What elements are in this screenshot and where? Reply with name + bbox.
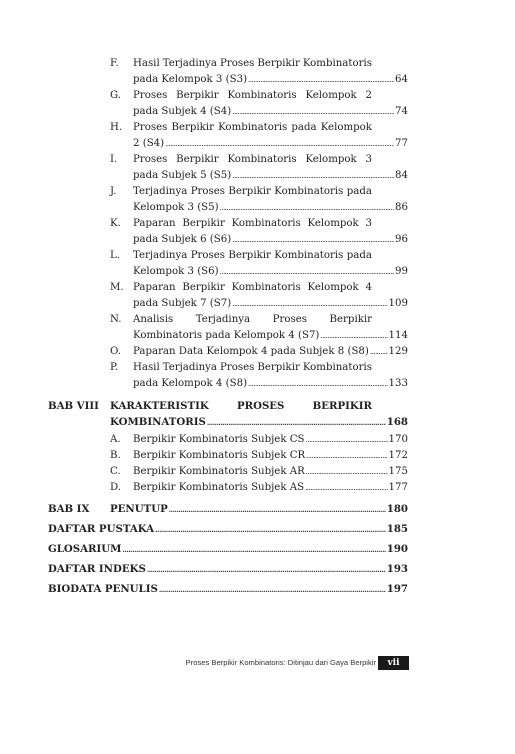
toc-entry-text: pada Subjek 4 (S4) <box>133 106 232 117</box>
toc-entry-word: Kombinatoris <box>218 122 288 133</box>
section-line <box>133 464 408 480</box>
toc-entry-text: Paparan Data Kelompok 4 pada Subjek 8 (S8) <box>133 346 369 357</box>
chapter-title-line2 <box>110 414 408 430</box>
chapter-page: 180 <box>386 503 408 515</box>
toc-entry-text: pada Kelompok 4 (S8) <box>133 378 248 389</box>
dot-leader <box>248 72 394 88</box>
toc-entry-word: Proses <box>190 186 226 197</box>
toc-entry-word: 3 <box>365 218 372 229</box>
toc-entry-page: 133 <box>388 378 408 389</box>
toc-entry-title-line1 <box>133 120 372 136</box>
toc-entry-letter: N. <box>110 314 122 325</box>
toc-entry-word: Berpikir <box>257 58 300 69</box>
toc-entry-word: Terjadinya <box>133 250 188 261</box>
toc-entry-letter: L. <box>110 250 121 261</box>
section-letter: D. <box>110 482 122 493</box>
toc-entry-word: Proses <box>133 154 168 165</box>
page-footer <box>0 656 515 670</box>
toc-entry-text: 2 (S4) <box>133 138 165 149</box>
section-text: Berpikir Kombinatoris Subjek CR <box>133 450 306 461</box>
toc-entry-title-line2 <box>133 328 408 344</box>
toc-entry-title-line2 <box>133 72 408 88</box>
dot-leader <box>159 581 386 598</box>
toc-entry-word: pada <box>346 250 372 261</box>
toc-entry-word: Berpikir <box>176 90 219 101</box>
toc-entry-word: Proses <box>133 90 168 101</box>
toc-entry-title-line1 <box>133 88 372 104</box>
toc-entry-word: Hasil <box>133 362 160 373</box>
toc-entry-page: 77 <box>395 138 408 149</box>
toc-entry-page: 96 <box>395 234 408 245</box>
dot-leader <box>147 561 386 578</box>
dot-leader <box>165 136 394 152</box>
chapter-title-word: BERPIKIR <box>312 400 372 412</box>
section-text: Berpikir Kombinatoris Subjek CS <box>133 434 305 445</box>
toc-entry-letter: I. <box>110 154 118 165</box>
dot-leader <box>220 264 394 280</box>
toc-entry-text: pada Subjek 5 (S5) <box>133 170 232 181</box>
toc-entry-word: Kelompok <box>305 90 357 101</box>
backmatter-page: 197 <box>386 583 408 595</box>
dot-leader <box>306 432 388 448</box>
toc-entry-word: Berpikir <box>329 314 372 325</box>
dot-leader <box>232 296 387 312</box>
section-page: 172 <box>388 450 408 461</box>
dot-leader <box>306 464 388 480</box>
chapter-label: BAB IX <box>48 503 90 515</box>
toc-entry-word: Kelompok <box>307 282 359 293</box>
toc-entry-page: 84 <box>395 170 408 181</box>
toc-entry-word: Kombinatoris <box>231 282 301 293</box>
toc-entry-title-line1 <box>133 184 372 200</box>
dot-leader <box>248 376 388 392</box>
section-letter: B. <box>110 450 121 461</box>
toc-entry-word: Kombinatoris <box>227 154 297 165</box>
toc-entry-text: pada Subjek 7 (S7) <box>133 298 232 309</box>
backmatter-page: 193 <box>386 563 408 575</box>
toc-entry-title-line1 <box>133 248 372 264</box>
backmatter-title: BIODATA PENULIS <box>48 583 158 595</box>
toc-entry-word: Terjadinya <box>195 314 251 325</box>
dot-leader <box>155 521 386 538</box>
toc-entry-word: Kombinatoris <box>231 218 301 229</box>
toc-entry-word: Berpikir <box>171 122 214 133</box>
toc-entry-page: 64 <box>395 74 408 85</box>
toc-entry-title-line1 <box>133 344 408 360</box>
toc-entry-letter: O. <box>110 346 121 357</box>
chapter-title-line1 <box>110 398 372 414</box>
footer-page-number: vii <box>378 656 409 670</box>
toc-entry-title-line2 <box>133 296 408 312</box>
toc-entry-title-line1 <box>133 360 372 376</box>
toc-entry-text: pada Kelompok 3 (S3) <box>133 74 248 85</box>
toc-entry-word: 4 <box>365 282 372 293</box>
chapter-title-text: KOMBINATORIS <box>110 416 206 428</box>
dot-leader <box>305 480 387 496</box>
dot-leader <box>207 414 386 431</box>
toc-entry-word: Kombinatoris <box>227 90 297 101</box>
toc-entry-page: 129 <box>388 346 408 357</box>
dot-leader <box>232 168 394 184</box>
toc-entry-text: Kelompok 3 (S6) <box>133 266 219 277</box>
chapter-title-word: PROSES <box>236 400 285 412</box>
section-page: 170 <box>388 434 408 445</box>
dot-leader <box>220 200 394 216</box>
toc-entry-letter: J. <box>110 186 117 197</box>
dot-leader <box>232 104 394 120</box>
toc-entry-page: 99 <box>395 266 408 277</box>
toc-entry-word: Kelompok <box>307 218 359 229</box>
toc-entry-word: Berpikir <box>228 186 271 197</box>
toc-entry-title-line1 <box>133 152 372 168</box>
toc-entry-letter: F. <box>110 58 119 69</box>
section-letter: A. <box>110 434 121 445</box>
toc-entry-word: 2 <box>365 90 372 101</box>
toc-entry-title-line1 <box>133 312 372 328</box>
toc-entry-word: Berpikir <box>257 362 300 373</box>
toc-entry-letter: K. <box>110 218 121 229</box>
toc-entry-word: Kombinatoris <box>274 186 344 197</box>
footer-book-title: Proses Berpikir Kombinatoris: Ditinjau dari Gaya Berpikir <box>185 658 376 667</box>
section-page: 177 <box>388 482 408 493</box>
section-line <box>133 432 408 448</box>
toc-entry-word: Analisis <box>133 314 174 325</box>
toc-entry-title-line1 <box>133 56 372 72</box>
dot-leader <box>370 344 388 360</box>
dot-leader <box>232 232 394 248</box>
backmatter-line <box>48 561 408 577</box>
section-letter: C. <box>110 466 121 477</box>
toc-entry-letter: G. <box>110 90 122 101</box>
toc-entry-word: Terjadinya <box>162 362 218 373</box>
backmatter-title: DAFTAR INDEKS <box>48 563 146 575</box>
toc-entry-letter: P. <box>110 362 119 373</box>
toc-entry-word: Kelompok <box>305 154 357 165</box>
toc-entry-word: Kombinatoris <box>302 362 372 373</box>
toc-entry-page: 74 <box>395 106 408 117</box>
dot-leader <box>320 328 387 344</box>
toc-entry-title-line1 <box>133 216 372 232</box>
section-text: Berpikir Kombinatoris Subjek AR <box>133 466 305 477</box>
dot-leader <box>169 501 386 518</box>
toc-entry-title-line2 <box>133 232 408 248</box>
toc-entry-title-line2 <box>133 136 408 152</box>
backmatter-page: 190 <box>386 543 408 555</box>
backmatter-title: GLOSARIUM <box>48 543 122 555</box>
toc-entry-word: Hasil <box>133 58 160 69</box>
backmatter-line <box>48 581 408 597</box>
toc-entry-word: Paparan <box>133 218 176 229</box>
section-text: Berpikir Kombinatoris Subjek AS <box>133 482 305 493</box>
toc-entry-word: Kombinatoris <box>274 250 344 261</box>
toc-entry-letter: H. <box>110 122 123 133</box>
toc-entry-word: Proses <box>272 314 307 325</box>
toc-entry-text: Kelompok 3 (S5) <box>133 202 219 213</box>
toc-entry-title-line2 <box>133 104 408 120</box>
backmatter-title: DAFTAR PUSTAKA <box>48 523 155 535</box>
toc-entry-title-line2 <box>133 376 408 392</box>
toc-entry-title-line2 <box>133 200 408 216</box>
toc-entry-word: Proses <box>133 122 168 133</box>
toc-entry-title-line1 <box>133 280 372 296</box>
toc-entry-word: Proses <box>220 58 255 69</box>
toc-entry-letter: M. <box>110 282 124 293</box>
section-line <box>133 480 408 496</box>
toc-entry-word: Berpikir <box>228 250 271 261</box>
toc-entry-word: Terjadinya <box>162 58 218 69</box>
toc-entry-title-line2 <box>133 264 408 280</box>
dot-leader <box>122 541 385 558</box>
toc-entry-page: 86 <box>395 202 408 213</box>
toc-entry-word: pada <box>291 122 317 133</box>
toc-entry-word: Terjadinya <box>133 186 188 197</box>
toc-entry-text: pada Subjek 6 (S6) <box>133 234 232 245</box>
backmatter-page: 185 <box>386 523 408 535</box>
toc-entry-word: Paparan <box>133 282 176 293</box>
chapter-title-word: KARAKTERISTIK <box>110 400 209 412</box>
chapter-label: BAB VIII <box>48 400 99 412</box>
toc-entry-word: Proses <box>220 362 255 373</box>
dot-leader <box>306 448 387 464</box>
toc-entry-word: Berpikir <box>182 218 225 229</box>
toc-entry-word: 3 <box>365 154 372 165</box>
toc-entry-word: Berpikir <box>182 282 225 293</box>
toc-entry-word: Berpikir <box>176 154 219 165</box>
chapter-title-text: PENUTUP <box>110 503 168 515</box>
toc-entry-page: 109 <box>388 298 408 309</box>
backmatter-line <box>48 521 408 537</box>
toc-entry-word: pada <box>346 186 372 197</box>
toc-entry-word: Proses <box>190 250 226 261</box>
section-page: 175 <box>388 466 408 477</box>
chapter-page: 168 <box>386 416 408 428</box>
section-line <box>133 448 408 464</box>
toc-entry-title-line2 <box>133 168 408 184</box>
backmatter-line <box>48 541 408 557</box>
chapter-line <box>110 501 408 517</box>
toc-entry-page: 114 <box>388 330 408 341</box>
toc-entry-word: Kelompok <box>320 122 372 133</box>
toc-entry-word: Kombinatoris <box>302 58 372 69</box>
toc-entry-text: Kombinatoris pada Kelompok 4 (S7) <box>133 330 320 341</box>
